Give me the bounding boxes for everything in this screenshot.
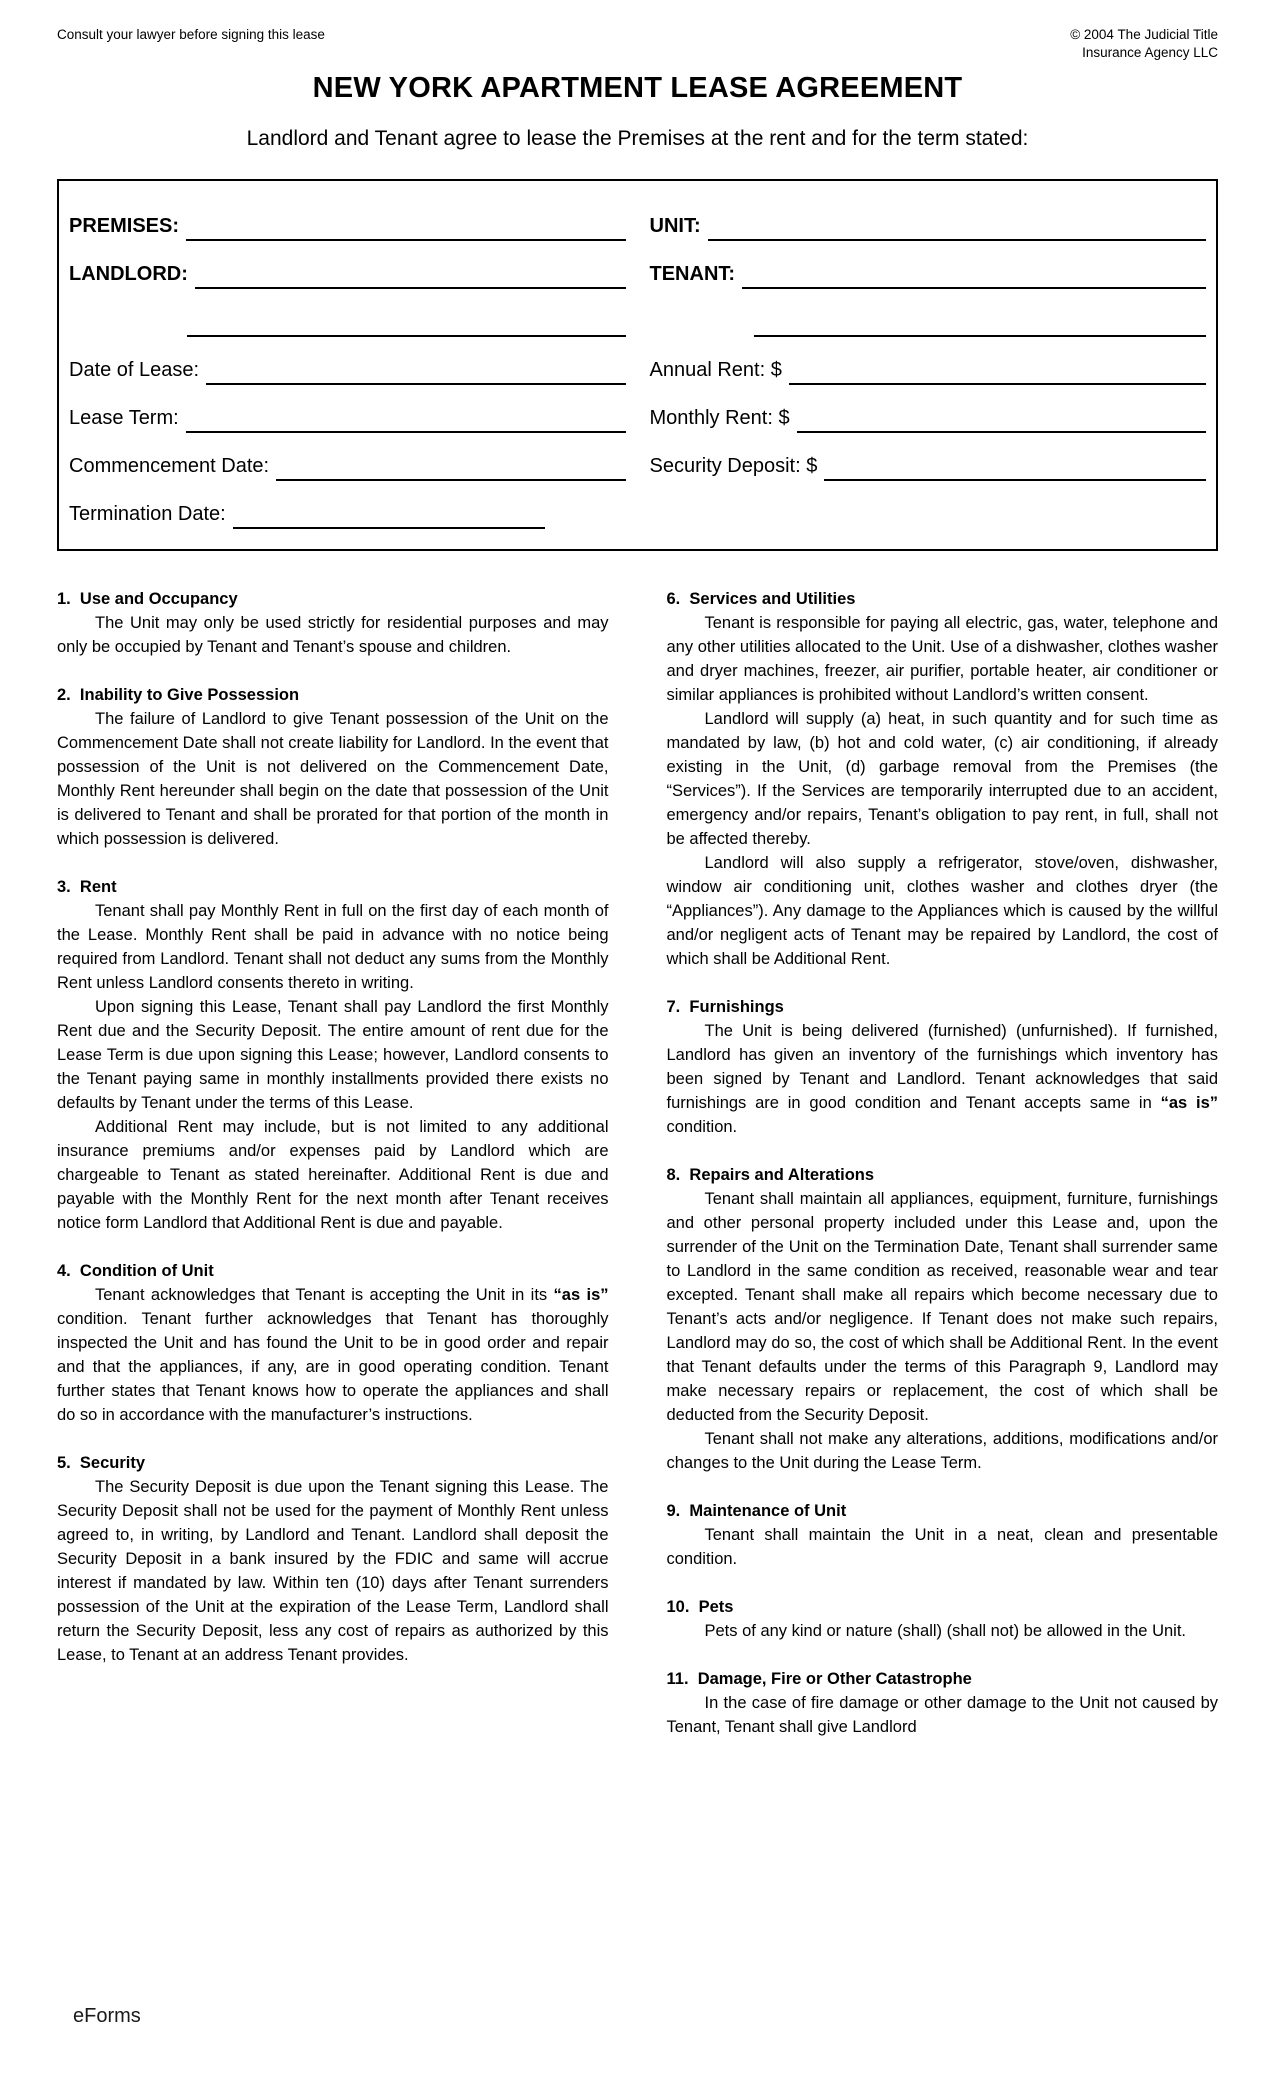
page-title: NEW YORK APARTMENT LEASE AGREEMENT xyxy=(312,72,963,105)
paragraph: Tenant shall not make any alterations, additions, modifications and/or changes to the Unit during the Lease Term. xyxy=(666,1430,1218,1473)
field-label: Commencement Date: xyxy=(69,455,270,478)
section-heading: 1. Use and Occupancy xyxy=(57,590,238,609)
field-label: LANDLORD: xyxy=(69,263,188,286)
summary-left-column xyxy=(69,193,626,529)
fill-in-line[interactable] xyxy=(206,383,625,385)
section-heading: 3. Rent xyxy=(57,878,117,897)
field-label: Monthly Rent: $ xyxy=(649,407,790,430)
lawyer-notice: Consult your lawyer before signing this lease xyxy=(57,27,325,42)
field-tenant-continued xyxy=(650,289,1207,337)
fill-in-line[interactable] xyxy=(824,479,1206,481)
section-maintenance-of-unit xyxy=(667,1499,1219,1571)
section-furnishings xyxy=(667,995,1219,1139)
section-pets xyxy=(667,1595,1219,1643)
field-commencement-date xyxy=(69,433,626,481)
field-landlord xyxy=(69,241,626,289)
section-heading: 11. Damage, Fire or Other Catastrophe xyxy=(666,1670,972,1689)
body-columns xyxy=(57,587,1218,1739)
paragraph: The Unit is being delivered (furnished) (unfurnished). If furnished, Landlord has given an inventory of the furnishings which inventory has been signed by Tenant and Landlord. Tenant acknowledges that said furnishings are in good condition and Tenant accepts same in “as is” condition. xyxy=(666,1022,1219,1137)
paragraph: Landlord will also supply a refrigerator, stove/oven, dishwasher, window air conditioning unit, clothes washer and clothes dryer (the “Appliances”). Any damage to the Appliances which is caused by the willful and/or negligent acts of Tenant may be repaired by Landlord, the cost of which shall be Additional Rent. xyxy=(666,854,1218,969)
field-label: TENANT: xyxy=(649,263,736,286)
fill-in-line[interactable] xyxy=(195,287,626,289)
paragraph: Tenant acknowledges that Tenant is accepting the Unit in its “as is” condition. Tenant further acknowledges that Tenant has thoroughly inspected the Unit and has found the Unit to be in good order and repair and that the appliances, if any, are in good operating condition. Tenant further states that Tenant knows how to operate the appliances and shall do so in accordance with the manufacturer’s instructions. xyxy=(57,1286,609,1425)
section-rent xyxy=(57,875,609,1235)
field-label: Termination Date: xyxy=(69,503,226,526)
field-label: Annual Rent: $ xyxy=(649,359,782,382)
paragraph: Landlord will supply (a) heat, in such quantity and for such time as mandated by law, (b) hot and cold water, (c) air conditioning, if already existing in the Unit, (d) garbage removal from the Premises (the “Services”). If the Services are temporarily interrupted due to an accident, emergency and/or repairs, Tenant’s obligation to pay rent, in full, shall not be affected thereby. xyxy=(666,710,1218,849)
fill-in-line[interactable] xyxy=(797,431,1206,433)
section-heading: 5. Security xyxy=(57,1454,146,1473)
fill-in-line[interactable] xyxy=(186,431,626,433)
field-label: Lease Term: xyxy=(69,407,179,430)
section-inability-to-give-possession xyxy=(57,683,609,851)
field-tenant xyxy=(650,241,1207,289)
paragraph: The Unit may only be used strictly for residential purposes and may only be occupied by Tenant and Tenant’s spouse and children. xyxy=(57,614,609,657)
fill-in-line[interactable] xyxy=(186,239,625,241)
section-heading: 9. Maintenance of Unit xyxy=(666,1502,847,1521)
eforms-logo: eForms xyxy=(73,2005,141,2027)
paragraph: In the case of fire damage or other damage to the Unit not caused by Tenant, Tenant shall give Landlord xyxy=(666,1694,1218,1737)
field-monthly-rent xyxy=(650,385,1207,433)
page-subtitle: Landlord and Tenant agree to lease the Premises at the rent and for the term stated: xyxy=(246,127,1029,151)
section-heading: 2. Inability to Give Possession xyxy=(57,686,300,705)
copyright xyxy=(1070,26,1218,62)
section-heading: 7. Furnishings xyxy=(666,998,784,1017)
copyright-line-2: Insurance Agency LLC xyxy=(1082,45,1218,61)
left-text-column xyxy=(57,587,609,1739)
section-heading: 10. Pets xyxy=(666,1598,734,1617)
field-security-deposit xyxy=(650,433,1207,481)
section-heading: 6. Services and Utilities xyxy=(666,590,856,609)
fill-in-line[interactable] xyxy=(276,479,625,481)
fill-in-line[interactable] xyxy=(742,287,1206,289)
field-termination-date xyxy=(69,481,626,529)
paragraph: The Security Deposit is due upon the Tenant signing this Lease. The Security Deposit shall not be used for the payment of Monthly Rent unless agreed to, in writing, by Landlord and Tenant. Landlord shall deposit the Security Deposit in a bank insured by the FDIC and same will accrue interest if mandated by law. Within ten (10) days after Tenant surrenders possession of the Unit at the expiration of the Lease Term, Landlord shall return the Security Deposit, less any cost of repairs as authorized by this Lease, to Tenant at an address Tenant provides. xyxy=(57,1478,609,1665)
field-label: Security Deposit: $ xyxy=(649,455,818,478)
fill-in-line[interactable] xyxy=(233,527,545,529)
field-premises xyxy=(69,193,626,241)
fill-in-line[interactable] xyxy=(187,335,626,337)
right-text-column xyxy=(667,587,1219,1739)
paragraph: Additional Rent may include, but is not limited to any additional insurance premiums and/or expenses paid by Landlord which are chargeable to Tenant as stated hereinafter. Additional Rent is due and payable with the Monthly Rent for the next month after Tenant receives notice form Landlord that Additional Rent is due and payable. xyxy=(57,1118,609,1233)
paragraph: Upon signing this Lease, Tenant shall pay Landlord the first Monthly Rent due and the Security Deposit. The entire amount of rent due for the Lease Term is due upon signing this Lease; however, Landlord consents to the Tenant paying same in monthly installments provided there exists no defaults by Tenant under the terms of this Lease. xyxy=(57,998,609,1113)
field-label: PREMISES: xyxy=(69,215,180,238)
copyright-line-1: © 2004 The Judicial Title xyxy=(1070,27,1218,42)
field-annual-rent xyxy=(650,337,1207,385)
field-label: Date of Lease: xyxy=(69,359,200,382)
section-services-and-utilities xyxy=(667,587,1219,971)
section-use-and-occupancy xyxy=(57,587,609,659)
section-condition-of-unit xyxy=(57,1259,609,1427)
lease-summary-box xyxy=(57,179,1218,551)
fill-in-line[interactable] xyxy=(708,239,1206,241)
field-label: UNIT: xyxy=(649,215,701,238)
section-damage-fire-or-other-catastrophe xyxy=(667,1667,1219,1739)
paragraph: Tenant shall pay Monthly Rent in full on the first day of each month of the Lease. Monthly Rent shall be paid in advance with no notice being required from Landlord. Tenant shall not deduct any sums from the Monthly Rent unless Landlord consents thereto in writing. xyxy=(57,902,609,993)
fill-in-line[interactable] xyxy=(789,383,1206,385)
paragraph: Pets of any kind or nature (shall) (shall not) be allowed in the Unit. xyxy=(704,1622,1186,1641)
section-heading: 4. Condition of Unit xyxy=(57,1262,214,1281)
paragraph: Tenant shall maintain the Unit in a neat, clean and presentable condition. xyxy=(666,1526,1218,1569)
section-heading: 8. Repairs and Alterations xyxy=(666,1166,875,1185)
section-repairs-and-alterations xyxy=(667,1163,1219,1475)
paragraph: The failure of Landlord to give Tenant possession of the Unit on the Commencement Date shall not create liability for Landlord. In the event that possession of the Unit is not delivered on the Commencement Date, Monthly Rent hereunder shall begin on the date that possession of the Unit is delivered to Tenant and shall be prorated for that portion of the month in which possession is delivered. xyxy=(57,710,609,849)
fill-in-line[interactable] xyxy=(754,335,1207,337)
field-date-of-lease xyxy=(69,337,626,385)
paragraph: Tenant is responsible for paying all electric, gas, water, telephone and any other utilities allocated to the Unit. Use of a dishwasher, clothes washer and dryer machines, freezer, air purifier, portable heater, air conditioner or similar appliances is prohibited without Landlord’s written consent. xyxy=(666,614,1218,705)
field-unit xyxy=(650,193,1207,241)
field-landlord-continued xyxy=(69,289,626,337)
paragraph: Tenant shall maintain all appliances, equipment, furniture, furnishings and other personal property included under this Lease and, upon the surrender of the Unit on the Termination Date, Tenant shall surrender same to Landlord in the same condition as received, reasonable wear and tear excepted. Tenant shall make all repairs which become necessary due to Tenant’s acts and/or negligence. If Tenant does not make such repairs, Landlord may do so, the cost of which shall be Additional Rent. In the event that Tenant defaults under the terms of this Paragraph 9, Landlord may make necessary repairs or replacement, the cost of which shall be deducted from the Security Deposit. xyxy=(666,1190,1218,1425)
page-header xyxy=(57,26,1218,62)
summary-right-column xyxy=(650,193,1207,529)
section-security xyxy=(57,1451,609,1667)
field-lease-term xyxy=(69,385,626,433)
